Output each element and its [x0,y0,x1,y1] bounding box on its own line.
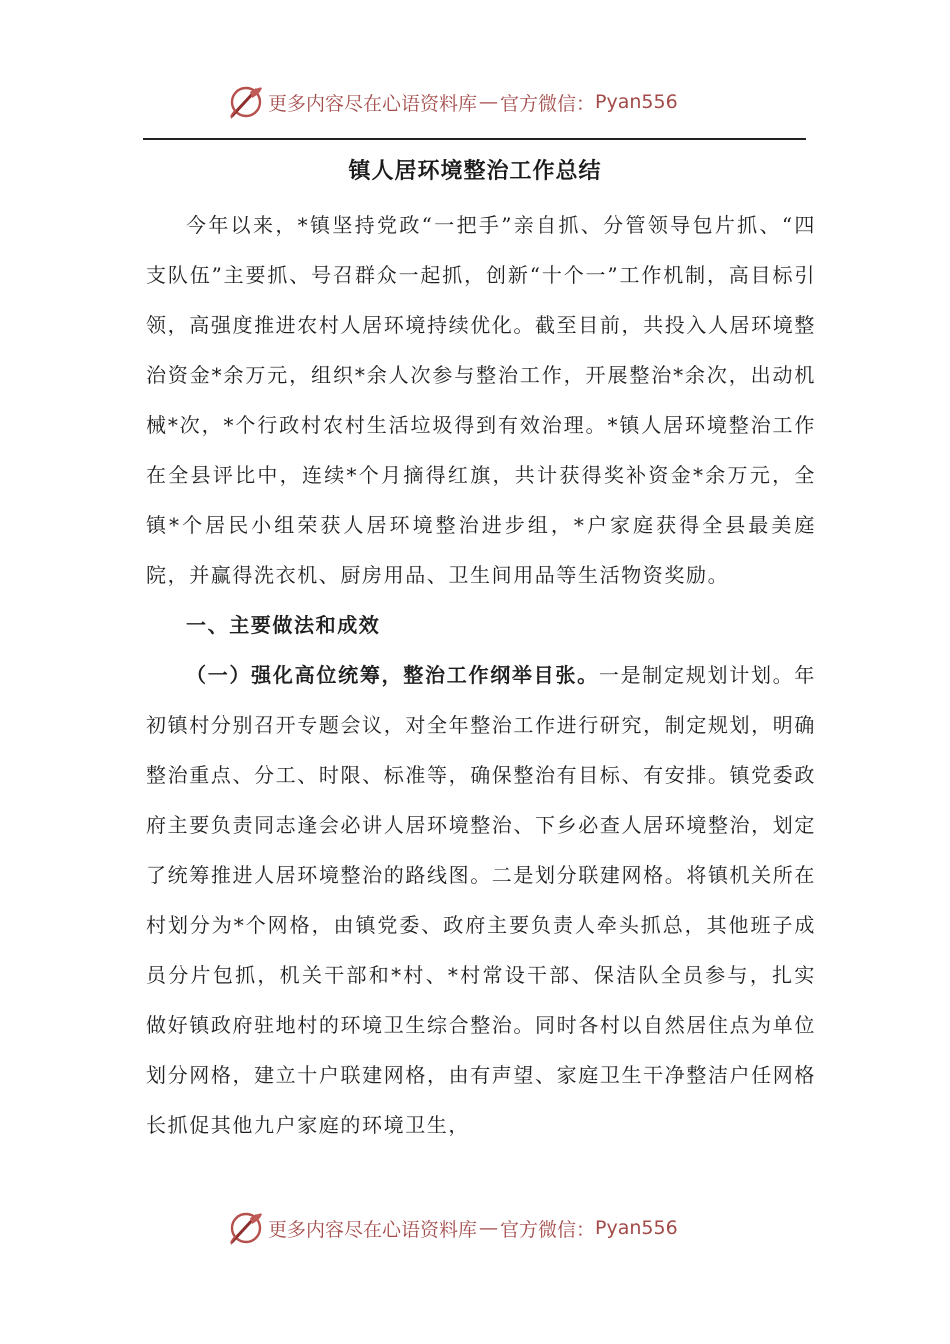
banner-wechat-id: Pyan556 [595,1217,678,1239]
subsection-heading: （一）强化高位统筹，整治工作纲举目张。 [186,663,599,687]
subsection-body: 一是制定规划计划。年初镇村分别召开专题会议，对全年整治工作进行研究，制定规划，明确整治重点、分工、时限、标准等，确保整治有目标、有安排。镇党委政府主要负责同志逢会必讲人居环境整治、下乡必查人居环境整治，划定了统筹推进人居环境整治的路线图。二是划分联建网格。将镇机关所在村划分为*个网格，由镇党委、政府主要负责人牵头抓总，其他班子成员分片包抓，机关干部和*村、*村常设干部、保洁队全员参与，扎实做好镇政府驻地村的环境卫生综合整治。同时各村以自然居住点为单位划分网格，建立十户联建网格，由有声望、家庭卫生干净整洁户任网格长抓促其他九户家庭的环境卫生， [146,663,816,1137]
header-divider [143,138,806,140]
intro-paragraph: 今年以来，*镇坚持党政“一把手”亲自抓、分管领导包片抓、“四支队伍”主要抓、号召群众一起抓，创新“十个一”工作机制，高目标引领，高强度推进农村人居环境持续优化。截至目前，共投入人居环境整治资金*余万元，组织*余人次参与整治工作，开展整治*余次，出动机械*次，*个行政村农村生活垃圾得到有效治理。*镇人居环境整治工作在全县评比中，连续*个月摘得红旗，共计获得奖补资金*余万元，全镇*个居民小组荣获人居环境整治进步组，*户家庭获得全县最美庭院，并赢得洗衣机、厨房用品、卫生间用品等生活物资奖励。 [146,213,816,587]
banner-text: 更多内容尽在心语资料库 [268,1218,478,1241]
footer-banner [226,1206,678,1250]
quill-pen-logo-icon [226,82,266,122]
banner-separator: — [479,1217,499,1239]
banner-wechat-label: 官方微信： [500,1218,596,1241]
banner-wechat-id: Pyan556 [595,91,678,113]
banner-wechat-label: 官方微信： [500,92,596,115]
document-title: 镇人居环境整治工作总结 [348,159,602,184]
document-body [146,200,816,1150]
header-banner [226,80,678,124]
section-heading: 一、主要做法和成效 [186,613,381,637]
banner-text: 更多内容尽在心语资料库 [268,92,478,115]
banner-separator: — [479,91,499,113]
quill-pen-logo-icon [226,1208,266,1248]
subsection-paragraph [146,650,816,1150]
